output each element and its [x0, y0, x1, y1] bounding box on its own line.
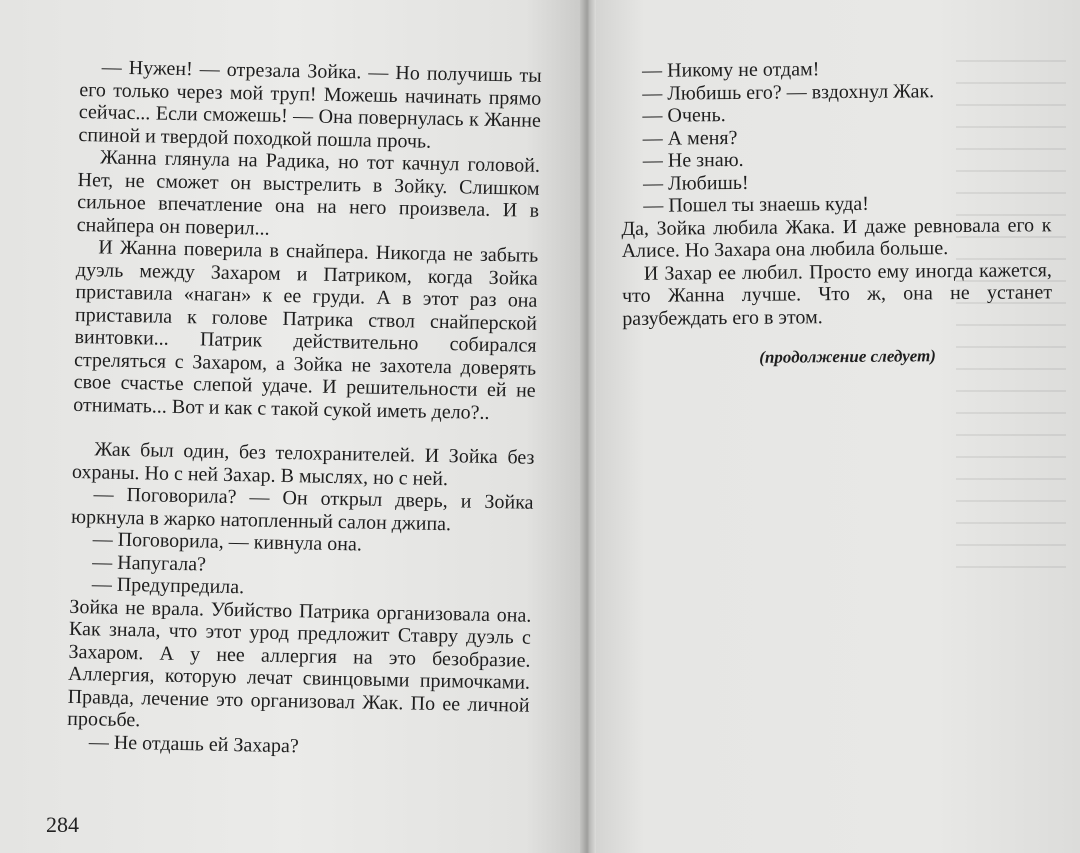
paragraph: Жак был один, без телохранителей. И Зойка без охраны. Но с ней Захар. В мыслях, но с ней.: [71, 438, 535, 490]
paragraph: И Захар ее любил. Просто ему иногда кажется, что Жанна лучше. Что ж, она не устанет разубеждать его в этом.: [621, 258, 1053, 330]
paragraph: — Предупредила.: [91, 573, 245, 599]
paragraph: — Поговорила, — кивнула она.: [92, 528, 363, 556]
right-page: [596, 0, 1080, 853]
paragraph: — Любишь его? — вздохнул Жак.: [642, 79, 935, 105]
paragraph: — Пошел ты знаешь куда!: [643, 192, 870, 217]
paragraph: И Жанна поверила в снайпера. Никогда не забыть дуэль между Захаром и Патриком, когда Зойка приставила «наган» к ее груди. А в этот раз она приставила к голове Патрика ствол снайперской винтовки... Патрик действительно собирался стреляться с Захаром, а Зойка не захотела доверять свое счастье слепой удаче. И решительности ей не отнимать... Вот и как с такой сукой иметь дело?..: [73, 236, 539, 424]
paragraph: Жанна глянула на Радика, но тот качнул головой. Нет, не сможет он выстрелить в Зойку. Слишком сильное впечатление она на него произвела. И в снайпера он поверил...: [76, 146, 541, 240]
paragraph: — Никому не отдам!: [641, 58, 820, 82]
paragraph: Да, Зойка любила Жака. И даже ревновала его к Алисе. Но Захара она любила больше.: [621, 213, 1052, 262]
continued-note: (продолжение следует): [759, 346, 937, 367]
paragraph: Зойка не врала. Убийство Патрика организовала она. Как знала, что этот урод предложит Ставру дуэль с Захаром. А у нее аллергия на это безобразие. Аллергия, которую лечат свинцовыми примочками. Правда, лечение это организовал Жак. По ее личной просьбе.: [67, 595, 532, 732]
paragraph: — Очень.: [642, 104, 726, 127]
left-page-text: [67, 56, 542, 762]
book-spine-gutter: [580, 0, 596, 853]
paragraph: — Любишь!: [642, 171, 749, 195]
paragraph: — Не отдашь ей Захара?: [88, 730, 299, 757]
paragraph: — Не знаю.: [642, 148, 744, 172]
paragraph: — Напугала?: [92, 550, 207, 576]
page-number: 284: [46, 812, 79, 837]
paragraph: — Поговорила? — Он открыл дверь, и Зойка юркнула в жарко натопленный салон джипа.: [70, 483, 534, 535]
paragraph: — Нужен! — отрезала Зойка. — Но получишь ты его только через мой труп! Можешь начинать прямо сейчас... Если сможешь! — Она повернулась к Жанне спиной и твердой походкой пошла прочь.: [78, 56, 542, 153]
right-page-text: [620, 56, 1053, 370]
paragraph: — А меня?: [642, 126, 738, 150]
